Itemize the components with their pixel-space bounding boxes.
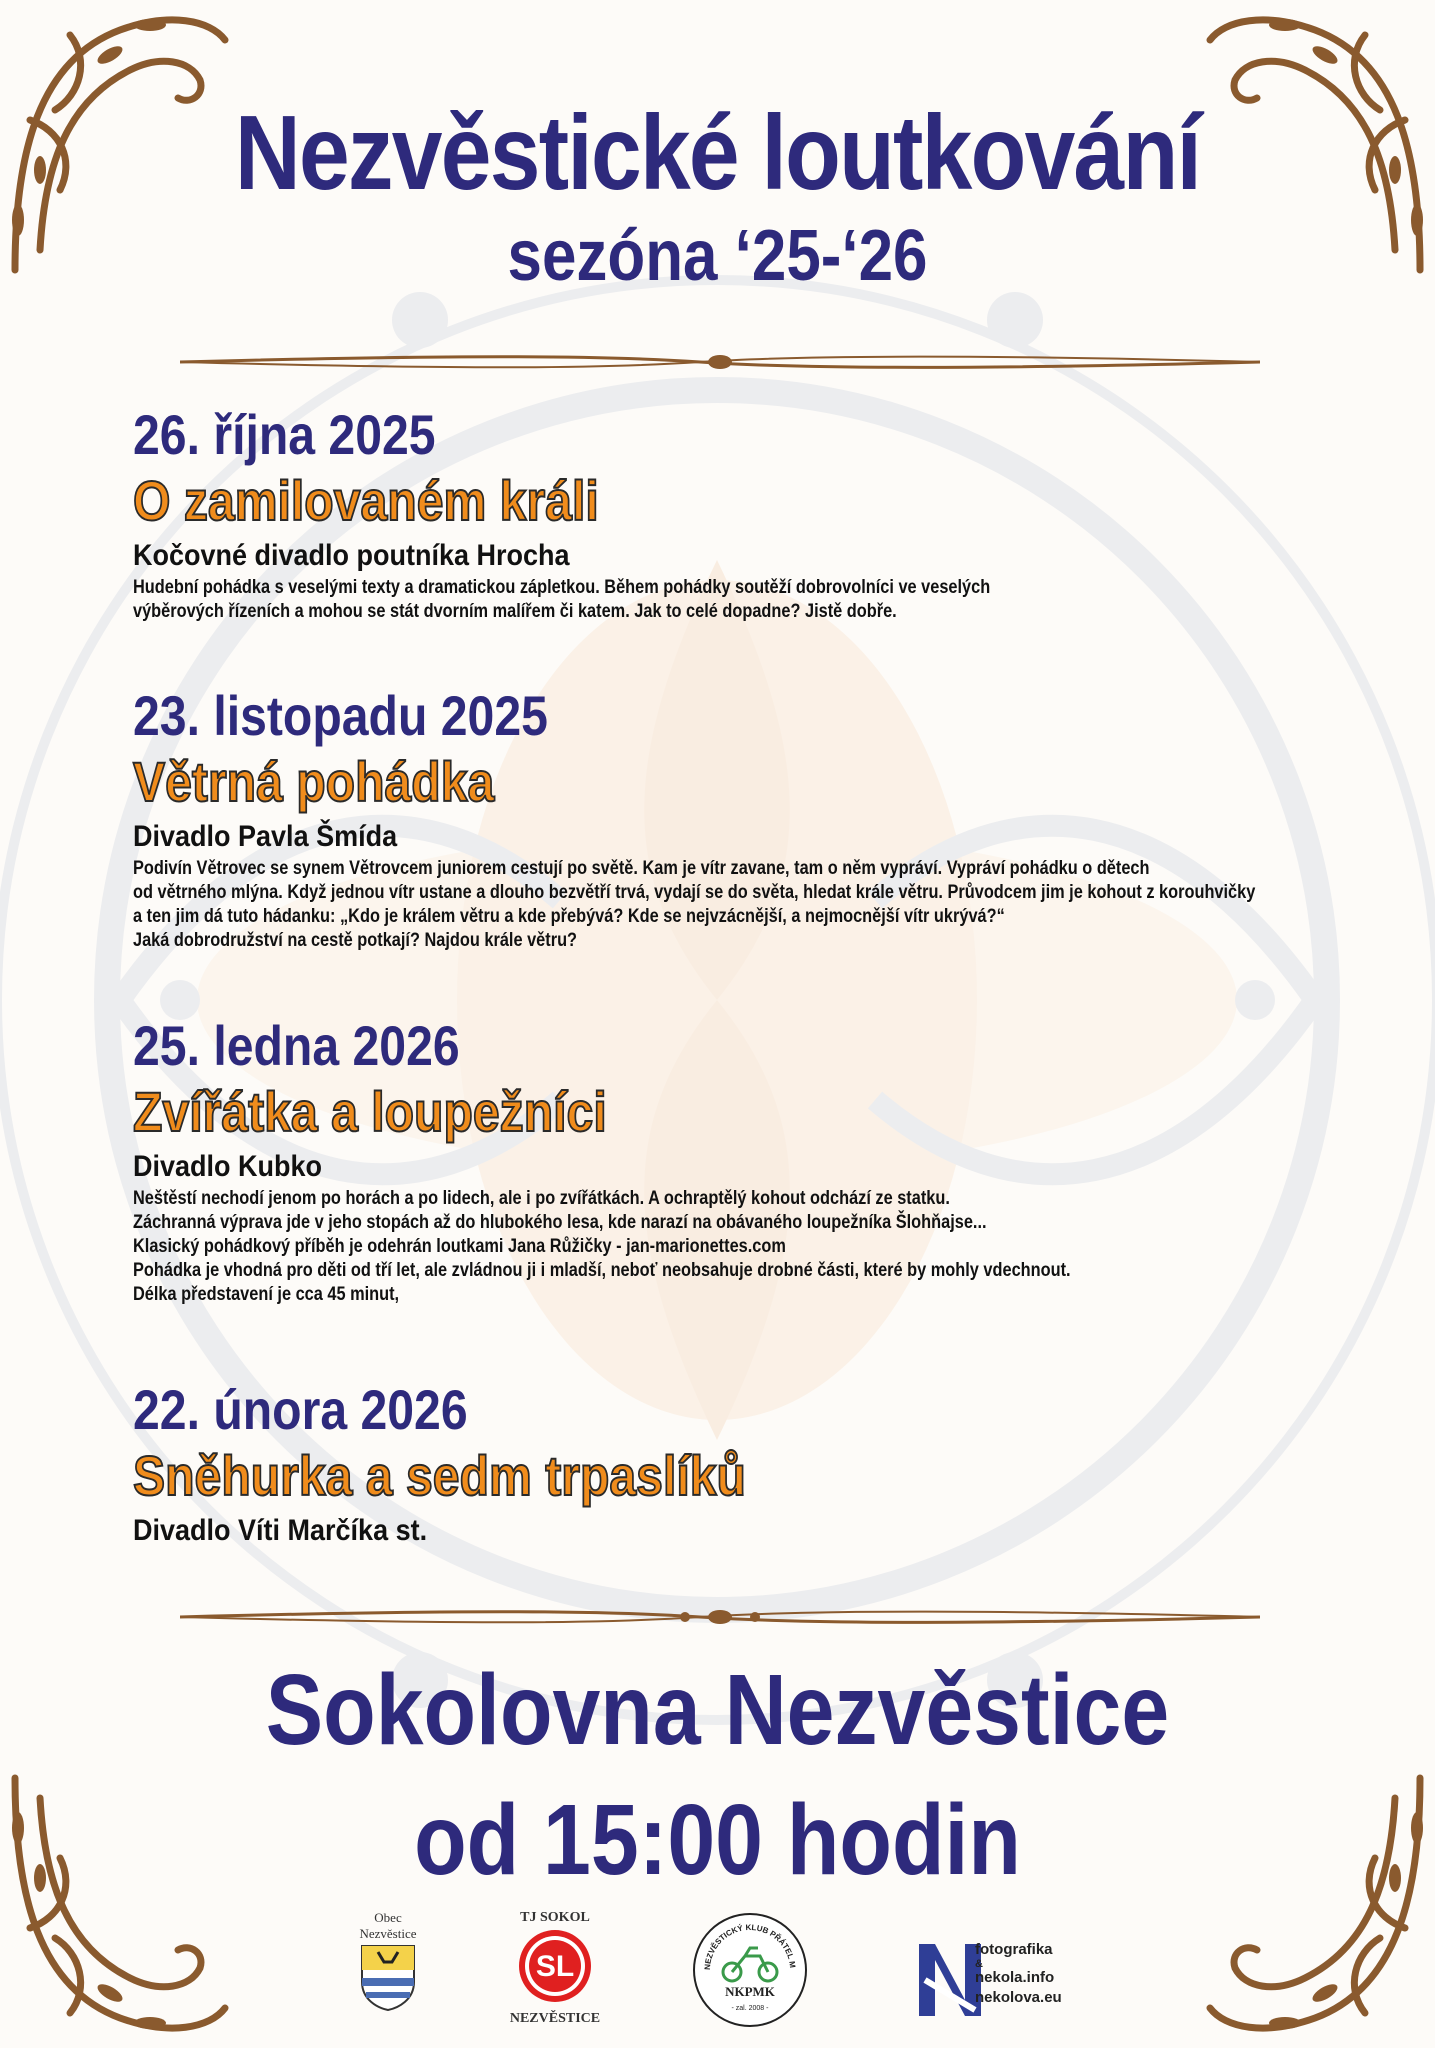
sokol-logo-caption: NEZVĚSTICE [509,2011,601,2026]
event-date: 26. října 2025 [133,403,436,466]
fotografika-line: nekolova.eu [975,1989,1062,2006]
coat-of-arms-icon [358,1942,418,2012]
description-line: Délka představení je cca 45 minut, [133,1284,400,1305]
season-subtitle: sezóna ‘25-‘26 [507,216,928,296]
venue-name: Sokolovna Nezvěstice [265,1654,1170,1766]
sokol-emblem-icon [515,1926,595,2006]
fotografika-ampersand: & [975,1958,983,1970]
event-show-title: Větrná pohádka [133,750,495,813]
svg-text:SL: SL [535,1950,575,1983]
sokol-logo-caption: TJ SOKOL [520,1910,590,1925]
description-line: Hudební pohádka s veselými texty a dramatickou zápletkou. Během pohádky soutěží dobrovolníci ve veselých [133,577,991,598]
nkpmk-logo [680,1910,820,2035]
start-time: od 15:00 hodin [414,1784,1021,1896]
sponsor-logos [0,1910,1435,2040]
event-company: Divadlo Kubko [133,1150,323,1183]
obec-logo-caption: Nezvěstice [359,1926,417,1941]
description-line: od větrného mlýna. Když jednou vítr ustane a dlouho bezvětří trvá, vydají se do světa, hledat krále větru. Průvodcem jim je kohout z korouhvičky [133,882,1256,903]
event-company: Divadlo Pavla Šmída [133,820,398,853]
ornamental-divider [180,342,1260,382]
description-line: výběrových řízeních a mohou se stát dvorním malířem či katem. Jak to celé dopadne? Jistě dobře. [133,601,897,622]
sokol-logo [505,1910,605,2027]
nkpmk-abbreviation: NKPMK [725,1984,775,1999]
event-show-title: O zamilovaném králi [133,469,599,532]
event-date: 23. listopadu 2025 [133,684,548,747]
event-date: 22. února 2026 [133,1378,468,1441]
event-item [133,1378,1413,1547]
event-item [133,684,1413,953]
fotografika-line: nekola.info [975,1969,1055,1986]
description-line: Podivín Větrovec se synem Větrovcem juniorem cestují po světě. Kam je vítr zavane, tam o něm vypráví. Vypráví pohádku o dětech [133,858,1150,879]
nkpmk-founded: - zal. 2008 - [731,2005,769,2012]
event-item [133,403,1413,624]
moped-club-emblem-icon [690,1910,810,2030]
event-company: Divadlo Víti Marčíka st. [133,1514,428,1547]
event-description [133,857,1256,953]
description-line: Neštěstí nechodí jenom po horách a po lidech, ale i po zvířátkách. A ochraptělý kohout odchází ze statku. [133,1188,950,1209]
description-line: a ten jim dá tuto hádanku: „Kdo je králem větru a kde přebývá? Kde se nejvzácnější, a nejmocnější vítr ukrývá?“ [133,906,1005,927]
poster-title: Nezvěstické loutkování [234,94,1201,212]
event-company: Kočovné divadlo poutníka Hrocha [133,539,570,572]
event-item [133,1014,1413,1307]
description-line: Klasický pohádkový příběh je odehrán loutkami Jana Růžičky - jan-marionettes.com [133,1236,786,1257]
ornamental-divider [180,1597,1260,1637]
fotografika-line: fotografika [975,1941,1053,1958]
event-show-title: Sněhurka a sedm trpaslíků [133,1444,746,1507]
description-line: Pohádka je vhodná pro děti od tří let, ale zvládnou ji i mladší, neboť neobsahuje drobné části, které by mohly vdechnout. [133,1260,1071,1281]
event-show-title: Zvířátka a loupežníci [133,1080,607,1143]
event-date: 25. ledna 2026 [133,1014,460,1077]
description-line: Jaká dobrodružství na cestě potkají? Najdou krále větru? [133,930,578,951]
event-description [133,1187,1234,1307]
obec-logo [338,1910,438,2017]
fotografika-text [975,1940,1062,2008]
event-description [133,576,1234,624]
obec-logo-caption: Obec [374,1910,402,1925]
nkpmk-ring-text: NEZVĚSTICKÝ KLUB PŘÁTEL M [702,1922,798,1971]
description-line: Záchranná výprava jde v jeho stopách až do hlubokého lesa, kde narazí na obávaného loupežníka Šlohňajse... [133,1212,987,1233]
